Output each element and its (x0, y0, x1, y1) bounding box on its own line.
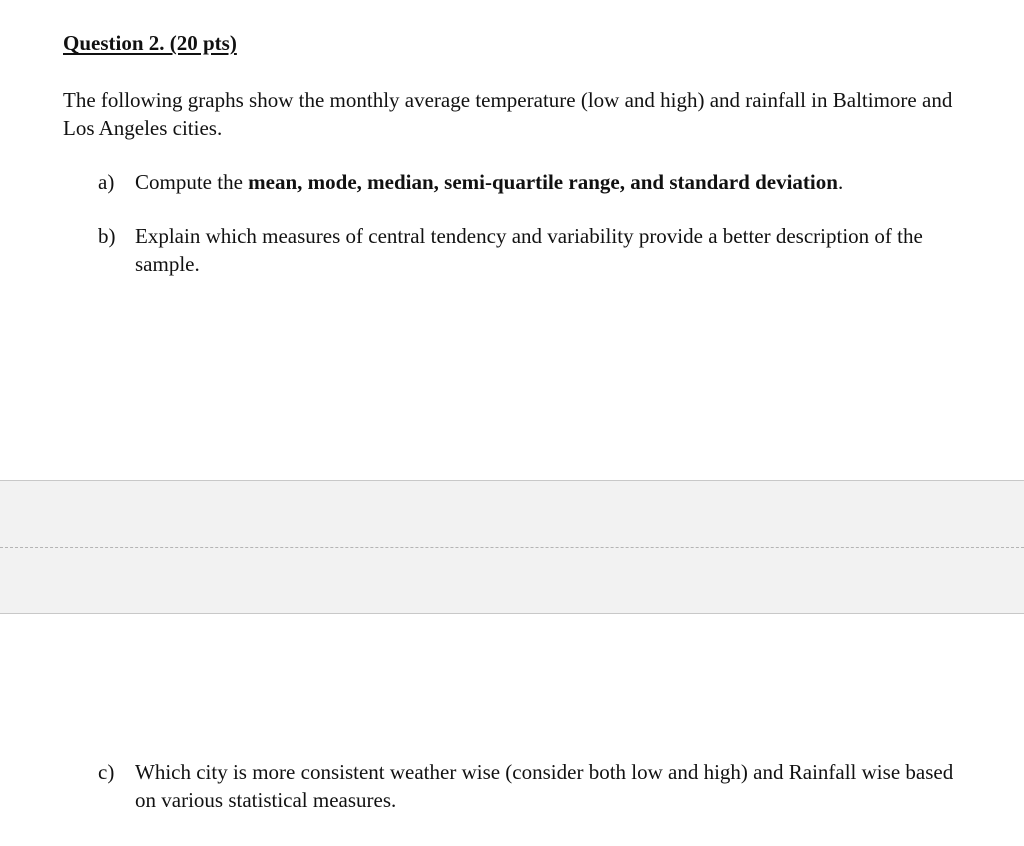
sub-question-a-text (135, 168, 978, 196)
sub-question-c-text: Which city is more consistent weather wise (consider both low and high) and Rainfall wise based on various statistical measures. (135, 760, 954, 812)
sub-question-a-bold-terms-2: standard deviation (669, 170, 838, 194)
question-intro: The following graphs show the monthly average temperature (low and high) and rainfall in Baltimore and Los Angeles cities. (63, 88, 953, 140)
sub-question-a-label: a) (98, 170, 115, 194)
sub-question-b-text: Explain which measures of central tendency and variability provide a better description of the sample. (135, 224, 923, 276)
question-heading: Question 2. (20 pts) (63, 31, 237, 55)
sub-question-a-bold-terms: mean, mode, median, semi-quartile range, and (248, 170, 670, 194)
sub-question-a-prefix: Compute the (135, 170, 249, 194)
sub-question-a-suffix: . (837, 170, 844, 194)
sub-question-b-label: b) (98, 224, 116, 248)
sub-question-c (98, 758, 978, 814)
sub-question-c-label: c) (98, 760, 115, 784)
sub-question-a (98, 168, 978, 196)
page-break-band (0, 480, 1024, 614)
sub-question-b (98, 222, 978, 278)
page-break-dashed-line (0, 547, 1024, 548)
